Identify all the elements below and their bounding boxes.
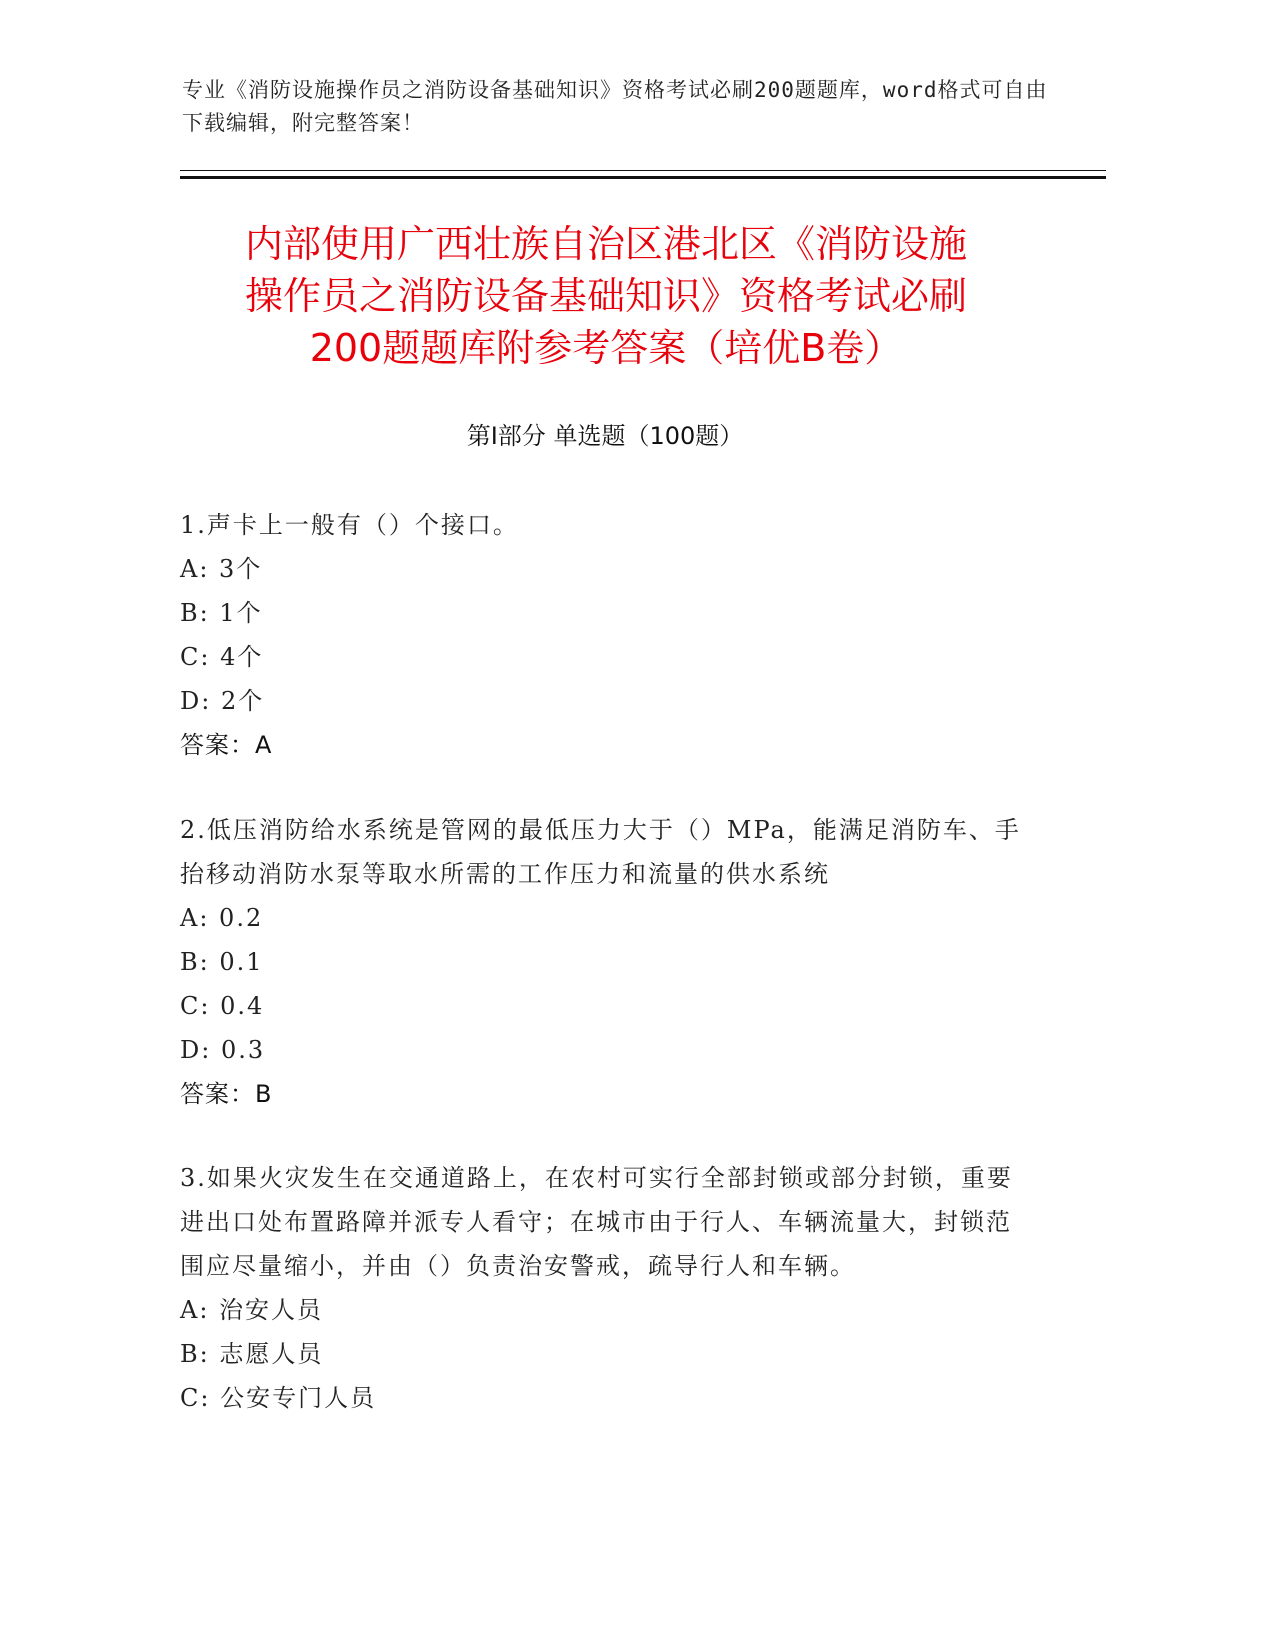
section-title: 第Ⅰ部分 单选题（100题） xyxy=(466,422,744,450)
option-b: B: 0.1 xyxy=(180,948,264,976)
option-a: A: 治安人员 xyxy=(180,1296,324,1324)
option-c: C: 0.4 xyxy=(180,992,265,1020)
header-rule-thin xyxy=(180,170,1106,171)
option-d: D: 0.3 xyxy=(180,1036,266,1064)
document-title xyxy=(150,218,1062,374)
option-b: B: 志愿人员 xyxy=(180,1340,324,1368)
question-3 xyxy=(180,1156,1030,1420)
answer: 答案：A xyxy=(180,731,273,759)
option-a: A: 3个 xyxy=(180,555,263,583)
option-a: A: 0.2 xyxy=(180,904,264,932)
title-line-3: 200题题库附参考答案（培优B卷） xyxy=(309,326,903,370)
answer: 答案：B xyxy=(180,1080,273,1108)
title-line-2: 操作员之消防设备基础知识》资格考试必刷 xyxy=(244,274,967,318)
question-stem: 2.低压消防给水系统是管网的最低压力大于（）MPa，能满足消防车、手抬移动消防水泵等取水所需的工作压力和流量的供水系统 xyxy=(180,816,1021,888)
option-c: C: 公安专门人员 xyxy=(180,1384,377,1412)
option-c: C: 4个 xyxy=(180,643,264,671)
question-stem: 3.如果火灾发生在交通道路上，在农村可实行全部封锁或部分封锁，重要进出口处布置路障并派专人看守；在城市由于行人、车辆流量大，封锁范围应尽量缩小，并由（）负责治安警戒，疏导行人和车辆。 xyxy=(180,1164,1013,1280)
option-d: D: 2个 xyxy=(180,687,265,715)
question-2 xyxy=(180,808,1030,1116)
header-note: 专业《消防设施操作员之消防设备基础知识》资格考试必刷200题题库，word格式可自由下载编辑，附完整答案！ xyxy=(182,78,1048,135)
option-b: B: 1个 xyxy=(180,599,263,627)
question-stem: 1.声卡上一般有（）个接口。 xyxy=(180,511,519,539)
header-rule-thick xyxy=(180,176,1106,179)
question-1 xyxy=(180,503,1030,767)
title-line-1: 内部使用广西壮族自治区港北区《消防设施 xyxy=(244,222,967,266)
